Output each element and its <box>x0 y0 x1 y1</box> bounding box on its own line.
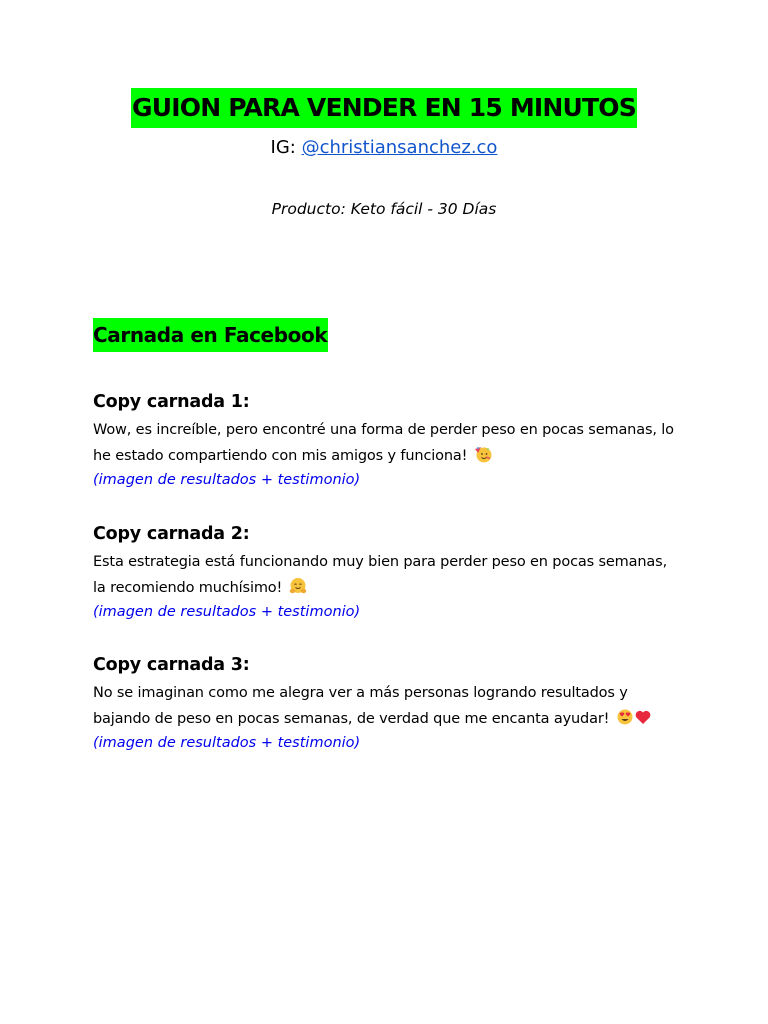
section-heading: Carnada en Facebook <box>93 318 328 352</box>
heart-eyes-icon <box>616 708 634 726</box>
copy-body <box>93 549 683 601</box>
copy-heading: Copy carnada 3: <box>93 655 250 675</box>
copy-body-text: No se imaginan como me alegra ver a más personas logrando resultados y bajando de peso en pocas semanas, de verdad que me encanta ayudar! <box>93 685 628 727</box>
copy-body-text: Esta estrategia está funcionando muy bien para perder peso en pocas semanas, la recomiendo muchísimo! <box>93 554 668 596</box>
hugging-face-icon <box>289 577 307 595</box>
copy-body-text: Wow, es increíble, pero encontré una forma de perder peso en pocas semanas, lo he estado compartiendo con mis amigos y funciona! <box>93 422 674 464</box>
title-wrap <box>0 88 768 128</box>
red-heart-icon <box>634 708 652 726</box>
instagram-handle-link[interactable]: @christiansanchez.co <box>301 137 498 158</box>
partying-face-icon <box>474 445 492 463</box>
copy-body <box>93 417 683 469</box>
copy-block-3 <box>93 652 683 754</box>
page-title: GUION PARA VENDER EN 15 MINUTOS <box>131 88 637 128</box>
copy-block-2 <box>93 521 683 623</box>
copy-block-1 <box>93 389 683 491</box>
copy-heading: Copy carnada 1: <box>93 392 250 412</box>
copy-heading: Copy carnada 2: <box>93 524 250 544</box>
product-line: Producto: Keto fácil - 30 Días <box>271 200 497 218</box>
copy-body <box>93 680 683 732</box>
ig-label: IG: <box>270 137 302 158</box>
copy-note: (imagen de resultados + testimonio) <box>93 735 361 751</box>
copy-note: (imagen de resultados + testimonio) <box>93 472 361 488</box>
copy-note: (imagen de resultados + testimonio) <box>93 604 361 620</box>
instagram-line <box>0 136 768 160</box>
